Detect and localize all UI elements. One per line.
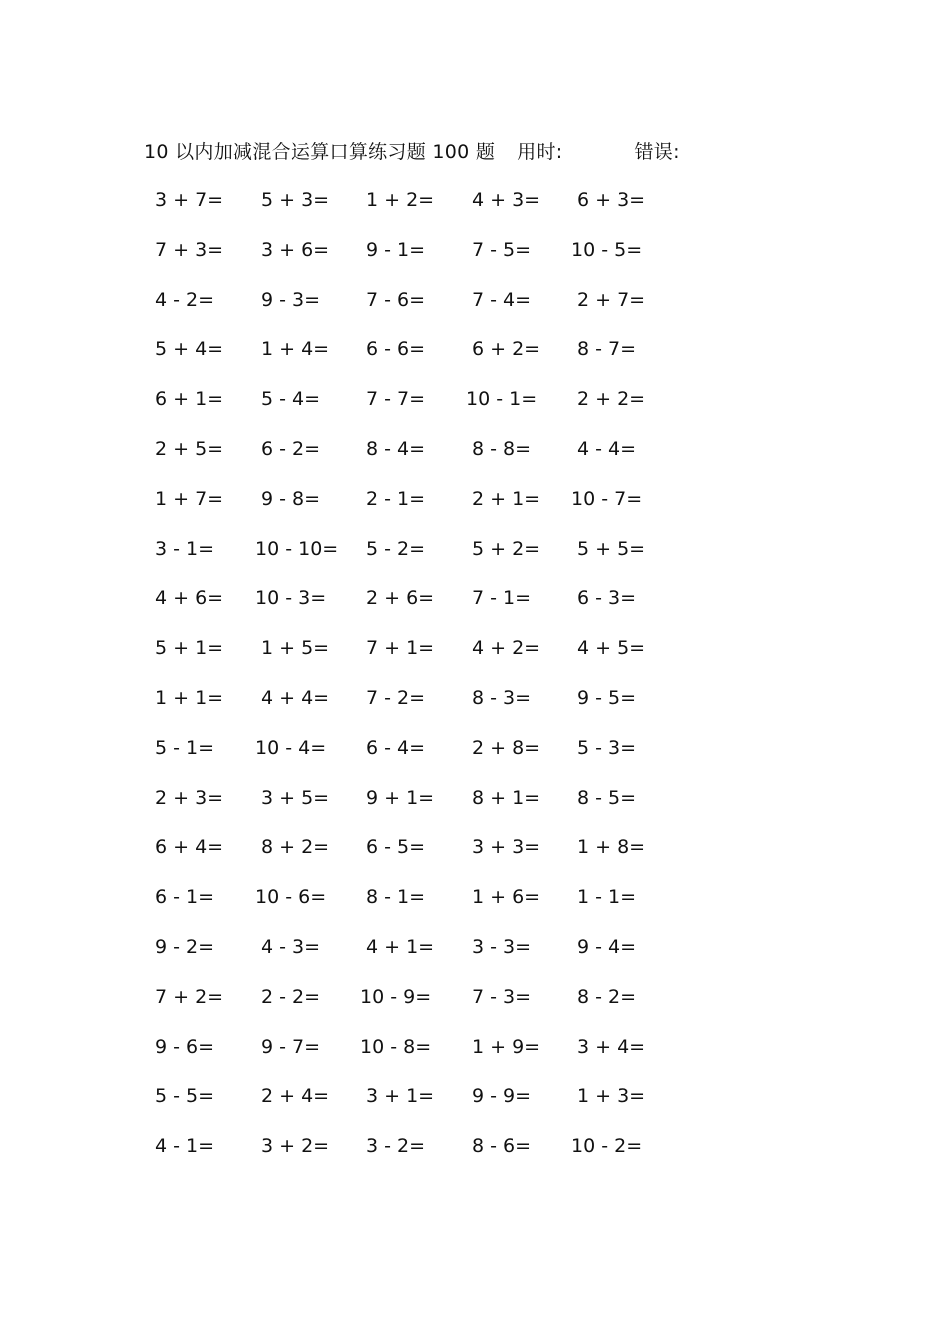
problem-6-4: 8 - 8= <box>472 438 532 460</box>
problem-17-1: 7 + 2= <box>155 986 224 1008</box>
problem-10-1: 5 + 1= <box>155 637 224 659</box>
problem-20-3: 3 - 2= <box>366 1135 426 1157</box>
problem-13-4: 8 + 1= <box>472 787 541 809</box>
problem-17-2: 2 - 2= <box>261 986 321 1008</box>
problem-1-4: 4 + 3= <box>472 189 541 211</box>
problem-17-4: 7 - 3= <box>472 986 532 1008</box>
problem-9-1: 4 + 6= <box>155 587 224 609</box>
problem-9-3: 2 + 6= <box>366 587 435 609</box>
problem-16-3: 4 + 1= <box>366 936 435 958</box>
problem-4-1: 5 + 4= <box>155 338 224 360</box>
problem-10-3: 7 + 1= <box>366 637 435 659</box>
problem-12-2: 10 - 4= <box>255 737 327 759</box>
problem-9-4: 7 - 1= <box>472 587 532 609</box>
problem-10-2: 1 + 5= <box>261 637 330 659</box>
problem-17-5: 8 - 2= <box>577 986 637 1008</box>
problem-18-3: 10 - 8= <box>360 1036 432 1058</box>
problem-11-2: 4 + 4= <box>261 687 330 709</box>
problem-7-3: 2 - 1= <box>366 488 426 510</box>
problem-9-2: 10 - 3= <box>255 587 327 609</box>
problem-16-5: 9 - 4= <box>577 936 637 958</box>
problem-18-5: 3 + 4= <box>577 1036 646 1058</box>
problem-12-3: 6 - 4= <box>366 737 426 759</box>
problem-12-5: 5 - 3= <box>577 737 637 759</box>
problem-11-3: 7 - 2= <box>366 687 426 709</box>
problem-7-4: 2 + 1= <box>472 488 541 510</box>
problem-14-5: 1 + 8= <box>577 836 646 858</box>
problem-5-3: 7 - 7= <box>366 388 426 410</box>
problem-18-2: 9 - 7= <box>261 1036 321 1058</box>
problem-1-3: 1 + 2= <box>366 189 435 211</box>
problem-3-4: 7 - 4= <box>472 289 532 311</box>
problem-4-2: 1 + 4= <box>261 338 330 360</box>
problem-10-5: 4 + 5= <box>577 637 646 659</box>
problem-2-3: 9 - 1= <box>366 239 426 261</box>
problem-20-1: 4 - 1= <box>155 1135 215 1157</box>
problem-13-5: 8 - 5= <box>577 787 637 809</box>
problem-12-4: 2 + 8= <box>472 737 541 759</box>
problem-3-2: 9 - 3= <box>261 289 321 311</box>
problem-13-3: 9 + 1= <box>366 787 435 809</box>
problem-5-5: 2 + 2= <box>577 388 646 410</box>
problem-2-5: 10 - 5= <box>571 239 643 261</box>
problem-15-5: 1 - 1= <box>577 886 637 908</box>
problem-8-3: 5 - 2= <box>366 538 426 560</box>
problem-18-1: 9 - 6= <box>155 1036 215 1058</box>
problem-15-4: 1 + 6= <box>472 886 541 908</box>
problem-7-5: 10 - 7= <box>571 488 643 510</box>
problem-10-4: 4 + 2= <box>472 637 541 659</box>
problem-17-3: 10 - 9= <box>360 986 432 1008</box>
problem-19-1: 5 - 5= <box>155 1085 215 1107</box>
problem-20-2: 3 + 2= <box>261 1135 330 1157</box>
page-title: 10 以内加减混合运算口算练习题 100 题 <box>144 141 496 163</box>
problem-6-1: 2 + 5= <box>155 438 224 460</box>
problem-13-2: 3 + 5= <box>261 787 330 809</box>
problem-8-4: 5 + 2= <box>472 538 541 560</box>
problem-16-2: 4 - 3= <box>261 936 321 958</box>
problem-20-4: 8 - 6= <box>472 1135 532 1157</box>
problem-19-3: 3 + 1= <box>366 1085 435 1107</box>
problem-7-1: 1 + 7= <box>155 488 224 510</box>
problem-13-1: 2 + 3= <box>155 787 224 809</box>
problem-11-4: 8 - 3= <box>472 687 532 709</box>
problem-5-4: 10 - 1= <box>466 388 538 410</box>
problem-4-5: 8 - 7= <box>577 338 637 360</box>
problem-9-5: 6 - 3= <box>577 587 637 609</box>
problem-2-1: 7 + 3= <box>155 239 224 261</box>
problem-4-4: 6 + 2= <box>472 338 541 360</box>
problem-8-1: 3 - 1= <box>155 538 215 560</box>
problem-20-5: 10 - 2= <box>571 1135 643 1157</box>
problem-14-2: 8 + 2= <box>261 836 330 858</box>
problem-19-5: 1 + 3= <box>577 1085 646 1107</box>
problem-12-1: 5 - 1= <box>155 737 215 759</box>
problem-11-5: 9 - 5= <box>577 687 637 709</box>
problem-2-2: 3 + 6= <box>261 239 330 261</box>
problem-14-1: 6 + 4= <box>155 836 224 858</box>
problem-16-1: 9 - 2= <box>155 936 215 958</box>
problem-6-2: 6 - 2= <box>261 438 321 460</box>
problem-19-4: 9 - 9= <box>472 1085 532 1107</box>
errors-label: 错误: <box>634 141 680 163</box>
problem-4-3: 6 - 6= <box>366 338 426 360</box>
problem-15-3: 8 - 1= <box>366 886 426 908</box>
problem-8-2: 10 - 10= <box>255 538 339 560</box>
problem-3-1: 4 - 2= <box>155 289 215 311</box>
time-label: 用时: <box>517 141 563 163</box>
problem-3-3: 7 - 6= <box>366 289 426 311</box>
problem-15-2: 10 - 6= <box>255 886 327 908</box>
problem-6-3: 8 - 4= <box>366 438 426 460</box>
problem-5-2: 5 - 4= <box>261 388 321 410</box>
problem-11-1: 1 + 1= <box>155 687 224 709</box>
problem-1-2: 5 + 3= <box>261 189 330 211</box>
problem-7-2: 9 - 8= <box>261 488 321 510</box>
problem-3-5: 2 + 7= <box>577 289 646 311</box>
problem-15-1: 6 - 1= <box>155 886 215 908</box>
problem-8-5: 5 + 5= <box>577 538 646 560</box>
problem-1-1: 3 + 7= <box>155 189 224 211</box>
problem-16-4: 3 - 3= <box>472 936 532 958</box>
problem-1-5: 6 + 3= <box>577 189 646 211</box>
problem-5-1: 6 + 1= <box>155 388 224 410</box>
problem-14-3: 6 - 5= <box>366 836 426 858</box>
problem-18-4: 1 + 9= <box>472 1036 541 1058</box>
problem-19-2: 2 + 4= <box>261 1085 330 1107</box>
problem-2-4: 7 - 5= <box>472 239 532 261</box>
problem-14-4: 3 + 3= <box>472 836 541 858</box>
problem-6-5: 4 - 4= <box>577 438 637 460</box>
